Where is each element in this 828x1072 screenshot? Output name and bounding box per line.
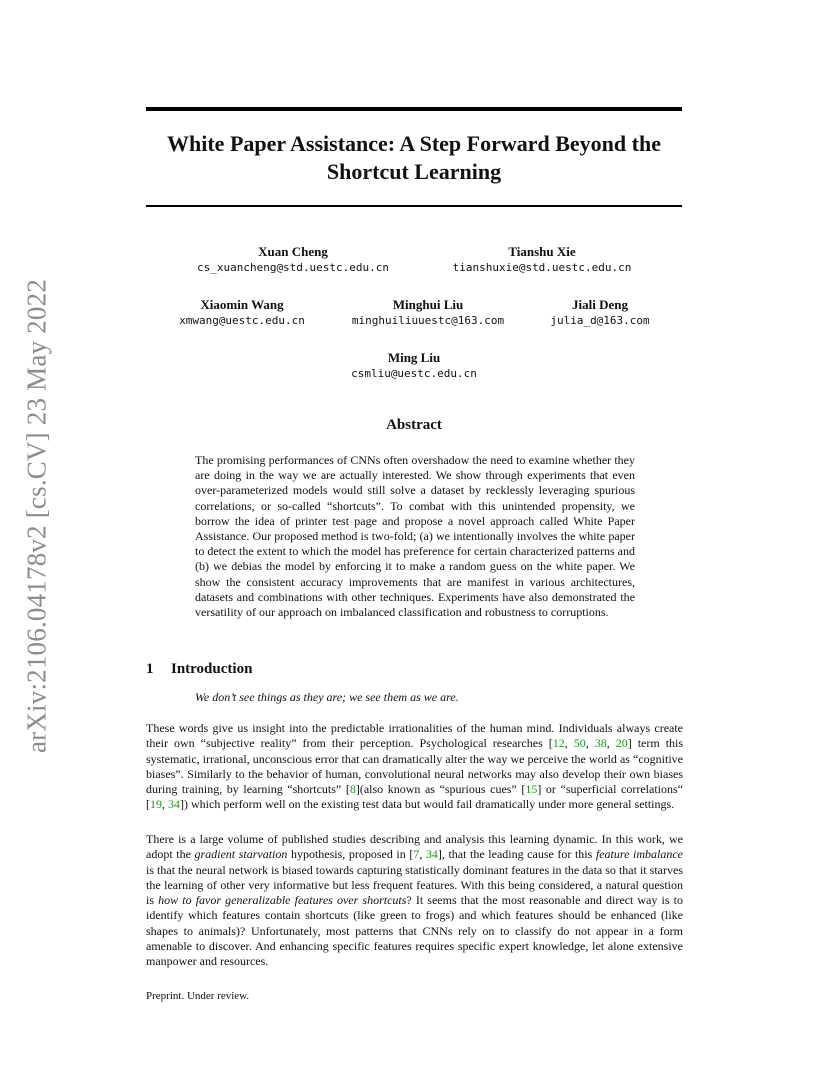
author-email: tianshuxie@std.uestc.edu.cn	[452, 261, 632, 274]
author-email: cs_xuancheng@std.uestc.edu.cn	[196, 261, 390, 274]
citation-link[interactable]: 15	[525, 782, 538, 797]
author-name: Jiali Deng	[572, 297, 628, 312]
abstract-heading: Abstract	[386, 417, 442, 433]
author-block	[351, 349, 477, 382]
citation-link[interactable]: 7	[413, 847, 420, 862]
author-email: julia_d@163.com	[550, 314, 650, 327]
author-email: csmliu@uestc.edu.cn	[351, 367, 477, 380]
emphasis: how to favor generalizable features over shortcuts	[158, 893, 407, 908]
author-name: Minghui Liu	[392, 297, 464, 312]
citation-link[interactable]: 34	[168, 797, 180, 812]
author-email: minghuiliuuestc@163.com	[351, 314, 505, 327]
citation-link[interactable]: 50	[573, 736, 586, 751]
footer-note: Preprint. Under review.	[146, 990, 250, 1002]
epigraph: We don’t see things as they are; we see them as we are.	[195, 690, 459, 704]
paper-title: White Paper Assistance: A Step Forward Beyond the Shortcut Learning	[167, 131, 661, 184]
paragraph: These words give us insight into the predictable irrationalities of the human mind. Individuals always create their own “subjective reality” from their perception. Psychological researches [12, 50, 38, 20] term this systematic, irrational, unconscious error that can dramatically alter the way we perceive the world as “cognitive biases”. Similarly to the behavior of human, convolutional neural networks may also develop their own biases during training, by learning “shortcuts” [8](also known as “spurious cues” [15] or “superficial correlations“ [19, 34]) which perform well on the existing test data but would fail dramatically under more general settings.	[146, 721, 684, 812]
author-block	[179, 296, 305, 329]
author-block	[197, 243, 389, 276]
author-block	[550, 296, 649, 329]
citation-link[interactable]: 8	[349, 782, 356, 797]
citation-link[interactable]: 38	[594, 736, 607, 751]
author-name: Xuan Cheng	[258, 244, 328, 259]
citation-link[interactable]: 19	[150, 797, 162, 812]
emphasis: feature imbalance	[595, 847, 683, 862]
author-block	[453, 243, 632, 276]
citation-link[interactable]: 20	[615, 736, 628, 751]
author-name: Tianshu Xie	[508, 244, 576, 259]
citation-link[interactable]: 34	[425, 847, 438, 862]
author-block	[352, 296, 504, 329]
arxiv-identifier: arXiv:2106.04178v2 [cs.CV] 23 May 2022	[21, 278, 52, 754]
section-number: 1	[146, 661, 154, 677]
title-bottom-rule	[146, 205, 682, 207]
author-email: xmwang@uestc.edu.cn	[179, 314, 305, 327]
emphasis: gradient starvation	[194, 847, 288, 862]
section-heading	[146, 661, 252, 678]
citation-link[interactable]: 12	[552, 736, 565, 751]
author-name: Ming Liu	[387, 350, 441, 365]
title-top-rule	[146, 107, 682, 111]
paragraph: There is a large volume of published studies describing and analysis this learning dynamic. In this work, we adopt the gradient starvation hypothesis, proposed in [7, 34], that the leading cause for this feature imbalance is that the neural network is biased towards capturing statistically dominant features in the data so that it starves the learning of other very informative but less frequent features. With this being considered, a natural question is how to favor generalizable features over shortcuts? It seems that the most reasonable and direct way is to identify which features contain shortcuts (like green to frogs) and which features should be enhanced (like shapes to animals)? Unfortunately, most patterns that CNNs rely on to classify do not appear in a form amenable to discover. And enhancing specific features requires specific expert knowledge, let alone extensive manpower and resources.	[146, 832, 683, 969]
abstract-text: The promising performances of CNNs often overshadow the need to examine whether they are doing in the way we are actually interested. We show through experiments that even over-parameterized models would still solve a dataset by recklessly leveraging spurious correlations, or so-called “shortcuts”. To combat with this unintended propensity, we borrow the idea of printer test page and propose a novel approach called White Paper Assistance. Our proposed method is two-fold; (a) we intentionally involves the white paper to detect the extent to which the model has preference for certain characterized patterns and (b) we debias the model by enforcing it to make a random guess on the white paper. We show the consistent accuracy improvements that are manifest in various architectures, datasets and combinations with other techniques. Experiments have also demonstrated the versatility of our approach on imbalanced classification and robustness to corruptions.	[195, 453, 635, 620]
section-title: Introduction	[171, 661, 253, 677]
author-name: Xiaomin Wang	[200, 297, 284, 312]
